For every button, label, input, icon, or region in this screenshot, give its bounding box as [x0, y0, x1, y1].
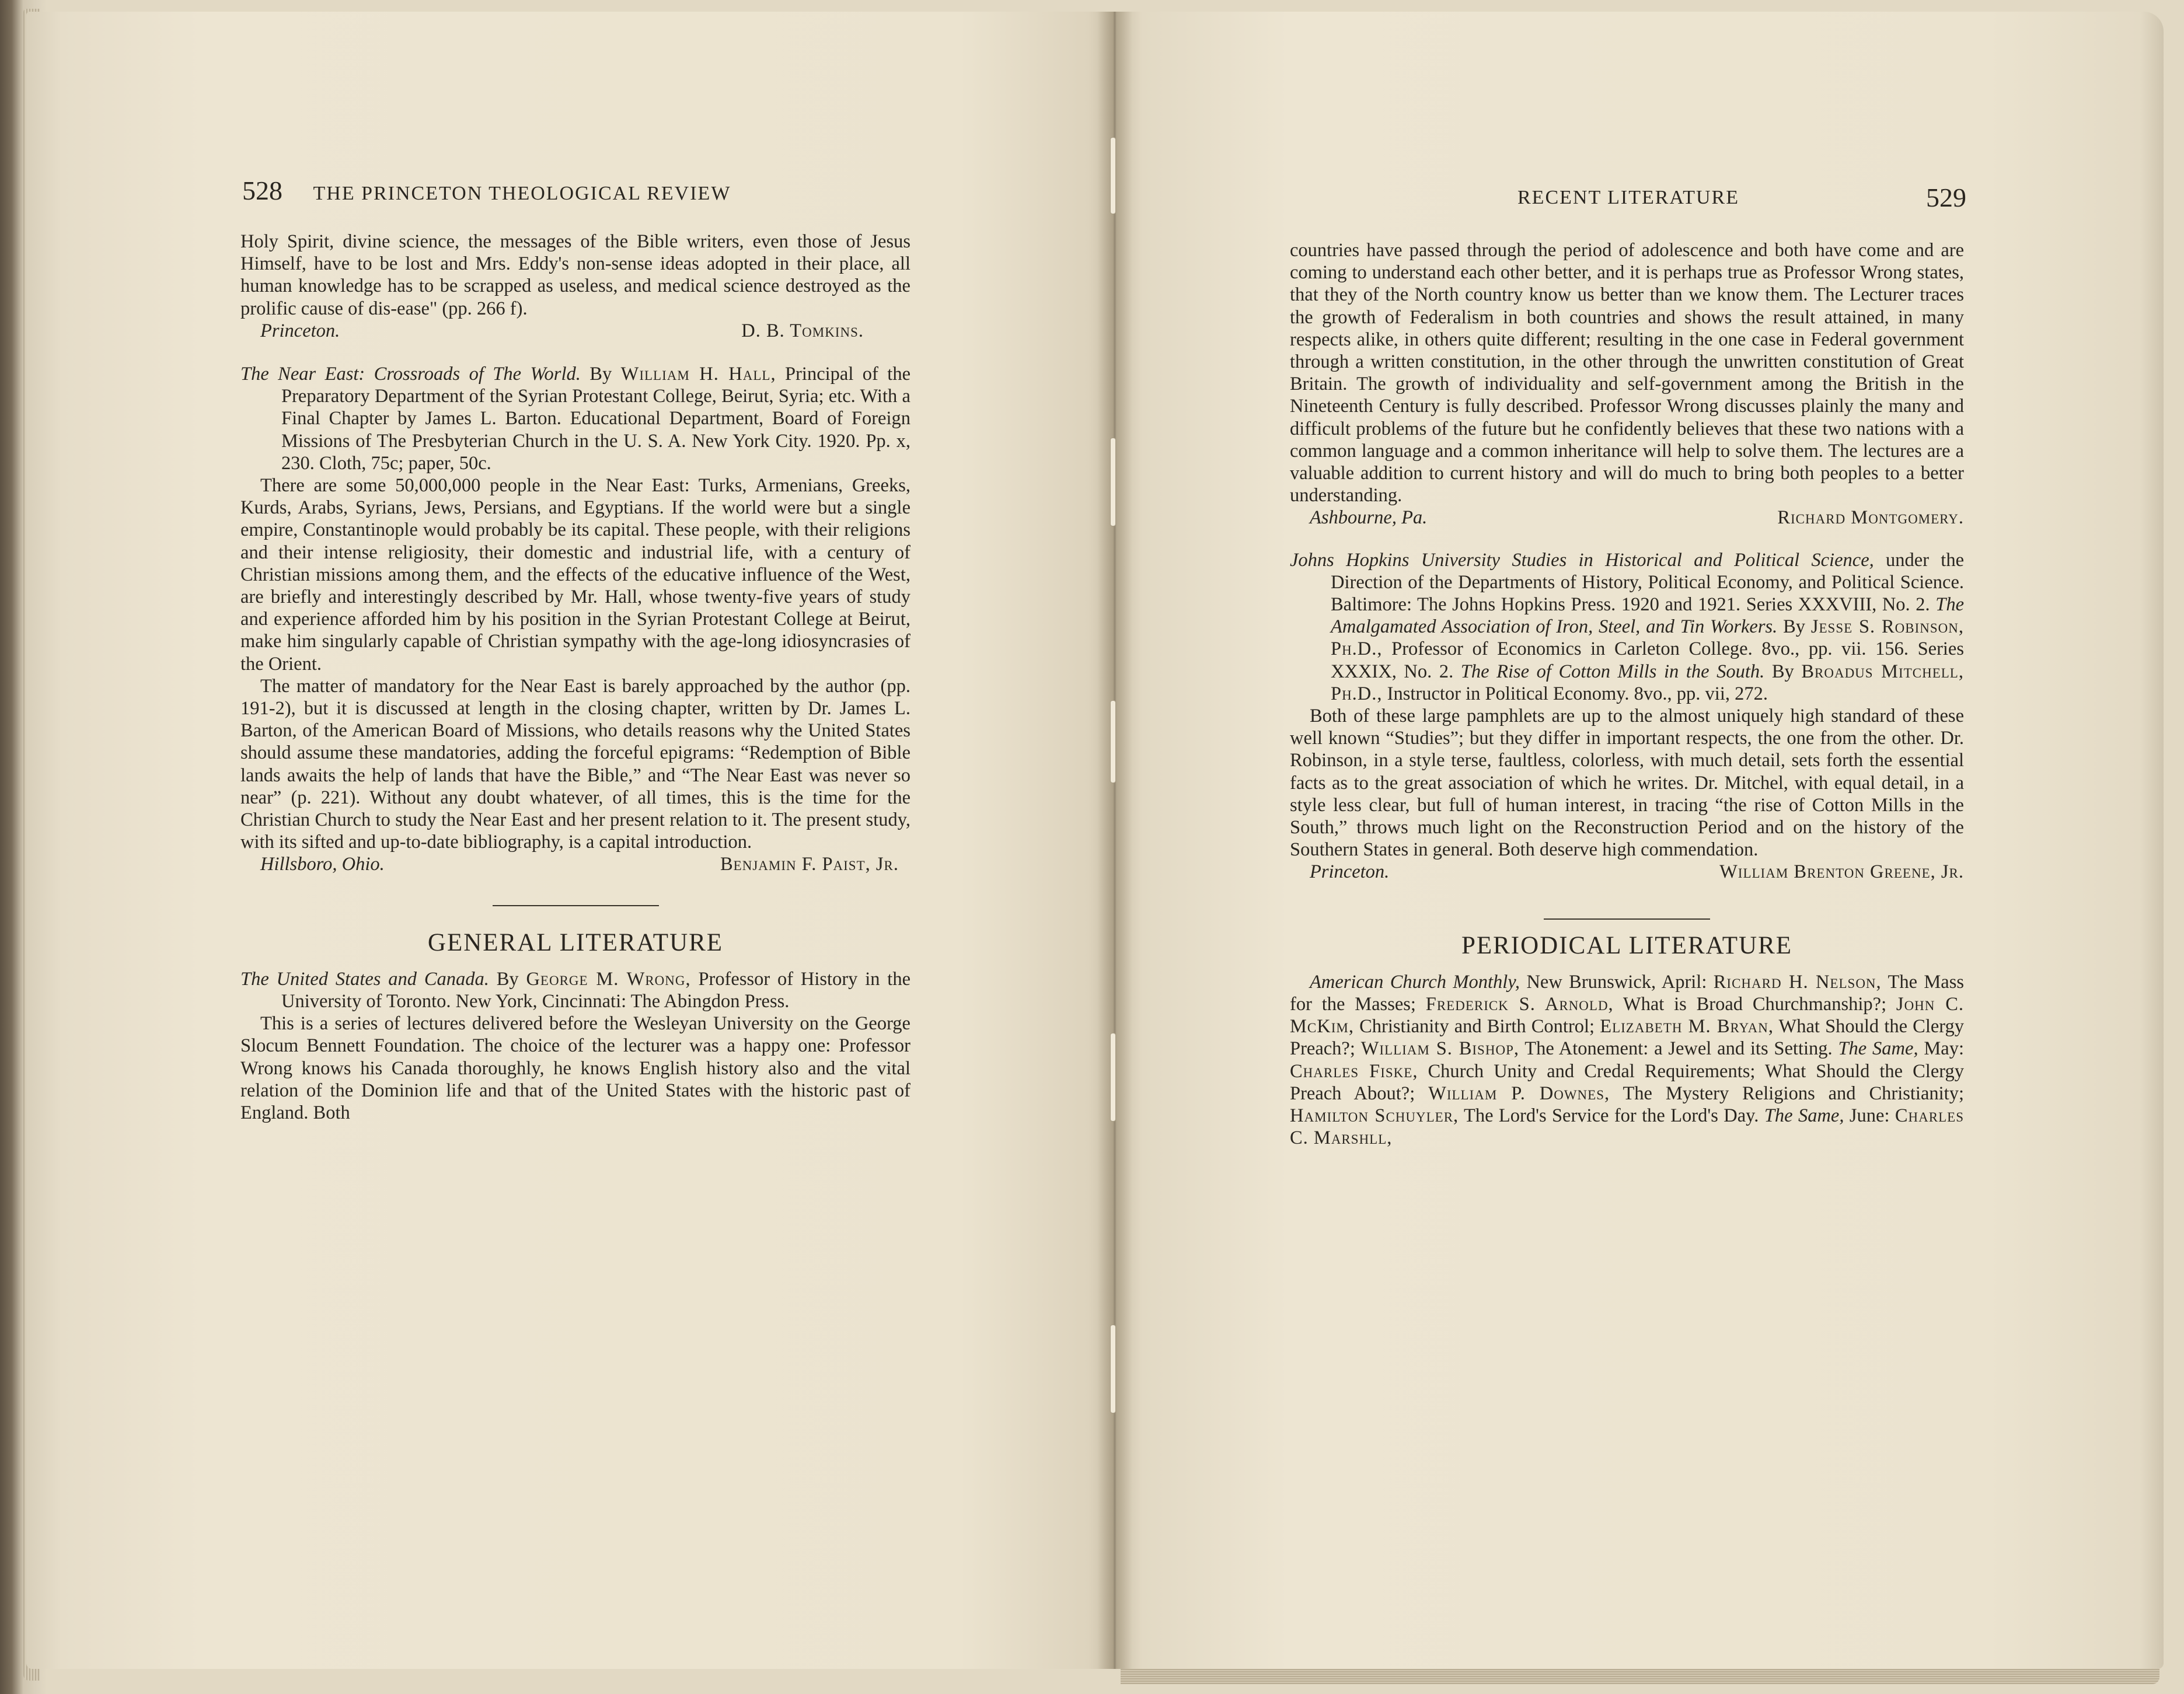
book-author: Jesse S. Robinson, Ph.D., — [1331, 616, 1965, 660]
review-citation: The Near East: Crossroads of The World. By William H. Hall, Principal of the Preparatory Department of the Syrian Protestant College, Beirut, Syria; etc. With a Final Chapter by James L. Barton. Educational Department, Board of Foreign Missions of The Presbyterian Church in the U. S. A. New York City. 1920. Pp. x, 230. Cloth, 75c; paper, 50c. — [240, 364, 911, 474]
signature-place: Princeton. — [1310, 861, 1390, 883]
review-citation: Johns Hopkins University Studies in Historical and Political Science, under the Direction of the Departments of History, Political Economy, and Political Science. Baltimore: The Johns Hopkins Press. 1920 and 1921. Series XXXVIII, No. 2. The Amalgamated Association of Iron, Steel, and Tin Workers. By Jesse S. Robinson, Ph.D., Professor of Economics in Carleton College. 8vo., pp. vii. 156. Series XXXIX, No. 2. The Rise of Cotton Mills in the South. By Broadus Mitchell, Ph.D., Instructor in Political Economy. 8vo., pp. vii, 272. — [1290, 549, 1965, 704]
right-page-body — [1290, 239, 1964, 1149]
binding-stitch — [1110, 438, 1116, 526]
page-number: 529 — [1926, 183, 1966, 212]
page-number: 528 — [242, 176, 282, 205]
binding-stitch — [1110, 137, 1116, 214]
signature-name: Richard Montgomery. — [1777, 507, 1964, 529]
book-title: The United States and Canada. — [240, 968, 489, 990]
page-edge-bottom — [1121, 1669, 2159, 1684]
signature — [240, 853, 910, 875]
journal-name: American Church Monthly, — [1310, 971, 1520, 993]
intro-paragraph: Holy Spirit, divine science, the messages of the Bible writers, even those of Jesus Himself, have to be lost and Mrs. Eddy's non-sense ideas adopted in their place, all human knowledge has to be scrapped as useless, and medical science destroyed as the prolific cause of dis-ease" (pp. 266 f). — [240, 231, 910, 319]
signature-place: Princeton. — [260, 320, 340, 341]
binding-stitch — [1110, 700, 1116, 783]
signature-place: Ashbourne, Pa. — [1310, 507, 1428, 529]
signature-name: William Brenton Greene, Jr. — [1719, 861, 1964, 883]
section-heading: PERIODICAL LITERATURE — [1461, 931, 1793, 959]
book-title: The Amalgamated Association of Iron, Steel, and Tin Workers. — [1331, 594, 1965, 638]
review-paragraph: Both of these large pamphlets are up to the almost uniquely high standard of these well known “Studies”; but they differ in important respects, the one from the other. Dr. Robinson, in a style terse, faultless, colorless, with much detail, sets forth the essential facts as to the great association of which he writes. Dr. Mitchel, with equal detail, in a style less clear, but full of human interest, in tracing “the rise of Cotton Mills in the South,” throws much light on the Reconstruction Period and on the history of the Southern States in general. Both deserve high commendation. — [1290, 705, 1964, 861]
section-heading: GENERAL LITERATURE — [427, 928, 724, 956]
signature-place: Hillsboro, Ohio. — [260, 854, 385, 875]
left-page-header — [242, 175, 731, 206]
review-paragraph: There are some 50,000,000 people in the Near East: Turks, Armenians, Greeks, Kurds, Arabs, Syrians, Jews, Persians, and Egyptians. If the world were but a single empire, Constantinople would probably be its capital. These people, with their religions and their intense religiosity, their domestic and industrial life, with a century of Christian missions among them, and the effects of the educative influence of the West, are briefly and interestingly described by Mr. Hall, whose twenty-five years of study and experience afforded him by his position in the Syrian Protestant College at Beirut, make him singularly capable of Christian sympathy with the age-long idiosyncrasies of the Orient. — [240, 475, 910, 675]
signature — [240, 320, 910, 342]
left-page-body — [240, 230, 910, 1124]
right-page-header — [1517, 187, 1739, 209]
signature-name: D. B. Tomkins. — [741, 320, 864, 341]
book-details: Professor of History in the University of Toronto. New York, Cincinnati: The Abingdon Press. — [281, 968, 911, 1012]
review-citation: The United States and Canada. By George M. Wrong, Professor of History in the University of Toronto. New York, Cincinnati: The Abingdon Press. — [240, 968, 911, 1012]
section-rule — [493, 905, 659, 906]
continued-paragraph: countries have passed through the period of adolescence and both have come and are coming to understand each other better, and it is perhaps true as Professor Wrong states, that they of the North country know us better than we know them. The Lecturer traces the growth of Federalism in both countries and shows the result attained, in many respects alike, in others quite different; resulting in the one case in Federal government through a written constitution, in the other through the unwritten constitution of Great Britain. The growth of individuality and self-government among the British in the Nineteenth Century is fully described. Professor Wrong discusses plainly the many and difficult problems of the future but he confidently believes that these two nations with a common language and a common inheritance will help to solve them. The lectures are a valuable addition to current history and will do much to bring both peoples to a better understanding. — [1290, 240, 1964, 507]
book-author: William H. Hall, — [620, 364, 776, 385]
running-head: RECENT LITERATURE — [1517, 187, 1739, 208]
review-paragraph: The matter of mandatory for the Near East is barely approached by the author (pp. 191-2), but it is discussed at length in the closing chapter, written by Dr. James L. Barton, of the American Board of Missions, who details reasons why the United States should assume these mandatories, adding the forceful epigrams: “Redemption of Bible lands awaits the help of lands that have the Bible,” and “The Near East was never so near” (p. 221). Without any doubt whatever, of all times, this is the time for the Christian Church to study the Near East and her present relation to it. The present study, with its sifted and up-to-date bibliography, is a capital introduction. — [240, 675, 910, 853]
binding-stitch — [1110, 1325, 1116, 1413]
signature — [1290, 507, 1964, 529]
review-paragraph: This is a series of lectures delivered before the Wesleyan University on the George Slocum Bennett Foundation. The choice of the lecturer was a happy one: Professor Wrong knows his Canada thoroughly, he knows English history also and the vital relation of the Dominion life and that of the United States with the historic past of England. Both — [240, 1013, 910, 1123]
series-title: Johns Hopkins University Studies in Historical and Political Science, — [1290, 549, 1874, 571]
section-rule — [1544, 918, 1710, 920]
book-title: The Near East: Crossroads of The World. — [240, 364, 581, 385]
book-author: Broadus Mitchell, Ph.D., — [1331, 661, 1964, 704]
running-head: THE PRINCETON THEOLOGICAL REVIEW — [313, 183, 731, 204]
periodical-listing: American Church Monthly, New Brunswick, April: Richard H. Nelson, The Mass for the Masses; Frederick S. Arnold, What is Broad Churchmanship?; John C. McKim, Christianity and Birth Control; Elizabeth M. Bryan, What Should the Clergy Preach?; William S. Bishop, The Atonement: a Jewel and its Setting. The Same, May: Charles Fiske, Church Unity and Credal Requirements; What Should the Clergy Preach About?; William P. Downes, The Mystery Religions and Christianity; Hamilton Schuyler, The Lord's Service for the Lord's Day. The Same, June: Charles C. Marshll, — [1290, 971, 1965, 1149]
signature-name: Benjamin F. Paist, Jr. — [720, 854, 899, 875]
book-details: Principal of the Preparatory Department of the Syrian Protestant College, Beirut, Syria; etc. With a Final Chapter by James L. Barton. Educational Department, Board of Foreign Missions of The Presbyterian Church in the U. S. A. New York City. 1920. Pp. x, 230. Cloth, 75c; paper, 50c. — [281, 364, 911, 474]
book-title: The Rise of Cotton Mills in the South. — [1460, 661, 1765, 682]
binding-stitch — [1110, 1033, 1116, 1122]
book-gutter — [1097, 12, 1132, 1669]
signature — [1290, 861, 1964, 883]
book-author: George M. Wrong, — [526, 968, 691, 990]
